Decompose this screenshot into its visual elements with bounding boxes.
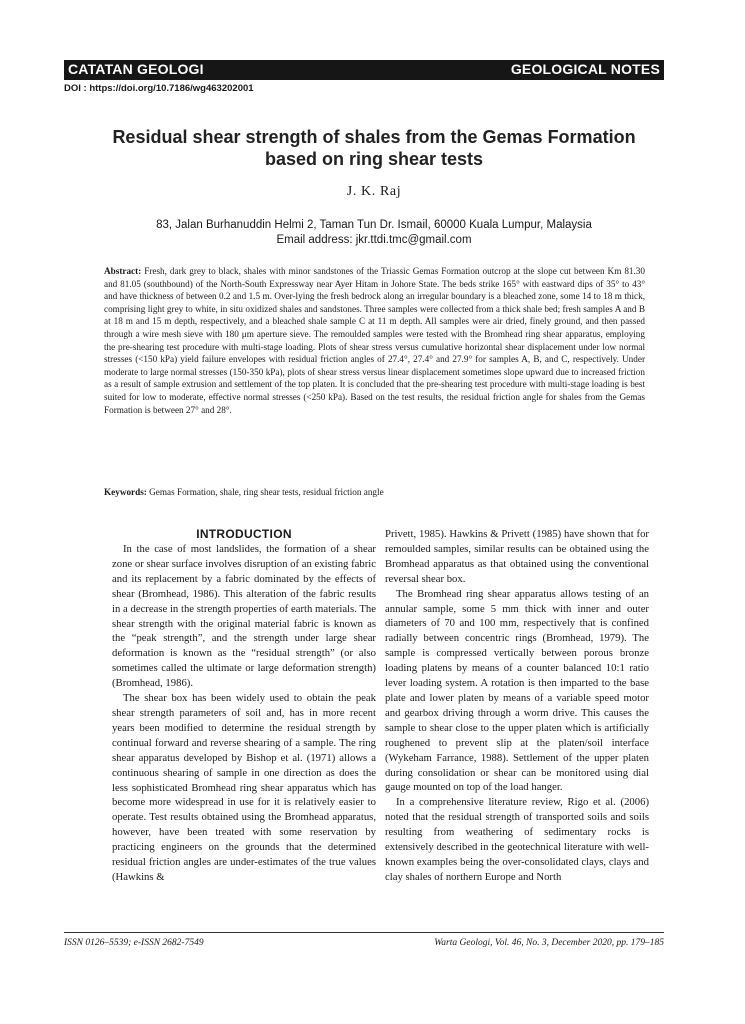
intro-paragraph-1: In the case of most landslides, the formation of a shear zone or shear surface involves disruption of an existing fabric and its replacement by a fabric dominated by the effects of shear (Bromhead, 1986). This alteration of the fabric results in a decrease in the strength properties of earth materials. The shear strength with the original material fabric is known as the “peak strength”, and the strength under large shear deformation is known as the “residual strength” (or also sometimes called the ultimate or large deformation strength) (Bromhead, 1986). (112, 543, 376, 690)
left-column (112, 527, 376, 885)
keywords (104, 486, 645, 499)
keywords-text: Gemas Formation, shale, ring shear tests, residual friction angle (149, 487, 384, 497)
affiliation-address: 83, Jalan Burhanuddin Helmi 2, Taman Tun Dr. Ismail, 60000 Kuala Lumpur, Malaysia (156, 219, 592, 231)
intro-paragraph-3: Privett, 1985). Hawkins & Privett (1985) have shown that for remoulded samples, similar results can be obtained using the Bromhead apparatus as that obtained using the conventional reversal shear box. (385, 528, 649, 585)
footer-citation: Warta Geologi, Vol. 46, No. 3, December 2020, pp. 179–185 (434, 938, 664, 948)
keywords-label: Keywords: (104, 487, 147, 497)
journal-header-bar (64, 60, 664, 80)
doi-link[interactable]: DOI : https://doi.org/10.7186/wg463202001 (64, 83, 254, 94)
title-line-1: Residual shear strength of shales from the Gemas Formation (112, 127, 636, 147)
paper-title (64, 126, 684, 170)
intro-paragraph-2: The shear box has been widely used to obtain the peak shear strength parameters of soil and, has in more recent years been modified to determine the residual strength by continual forward and reverse shearing of a sample. The ring shear apparatus developed by Bishop et al. (1971) allows a continuous shearing of sample in one direction as does the less sophisticated Bromhead ring shear apparatus which has become more widespread in use for it is relatively easier to operate. Test results obtained using the Bromhead apparatus, however, have been treated with some reservation by practicing engineers on the grounds that the determined residual friction angles are under-estimates of the true values (Hawkins & (112, 692, 376, 883)
right-column (385, 527, 649, 885)
abstract-label: Abstract: (104, 266, 142, 276)
title-line-2: based on ring shear tests (264, 149, 484, 169)
affiliation-email[interactable]: Email address: jkr.ttdi.tmc@gmail.com (276, 234, 472, 246)
author-name: J. K. Raj (346, 184, 402, 199)
footer-issn: ISSN 0126–5539; e-ISSN 2682-7549 (64, 938, 204, 948)
abstract (104, 265, 645, 416)
header-right-label: GEOLOGICAL NOTES (510, 61, 660, 77)
footer-divider (64, 932, 664, 933)
abstract-text: Fresh, dark grey to black, shales with minor sandstones of the Triassic Gemas Formation outcrop at the slope cut between Km 81.30 and 81.05 (southbound) of the North-South Expressway near Ayer Hitam in Johore State. The beds strike 165° with eastward dips of 35° to 43° and have thickness of between 0.2 and 1.5 m. Over-lying the fresh bedrock along an irregular boundary is a bleached zone, some 14 to 18 m thick, comprising light grey to white, in situ oxidized shales and sandstones. Three samples were collected from a thick shale bed; fresh samples A and B at 18 m and 15 m depth, respectively, and a bleached shale sample C at 11 m depth. All samples were air dried, finely ground, and then passed through a wire mesh sieve with 180 μm aperture sieve. The remoulded samples were tested with the Bromhead ring shear apparatus, employing the pre-shearing test procedure with multi-stage loading. Plots of shear stress versus cumulative horizontal shear displacement under low normal stresses (<150 kPa) yield failure envelopes with residual friction angles of 27.4°, 27.4° and 27.9° for samples A, B, and C, respectively. Under moderate to large normal stresses (150-350 kPa), plots of shear stress versus linear displacement sometimes slope upward due to increased friction as a result of sample extrusion and settlement of the top platen. It is concluded that the pre-shearing test procedure with multi-stage loading is best suited for low to moderate, effective normal stresses (<250 kPa). Based on the test results, the residual friction angle for shales from the Gemas Formation is between 27° and 28°. (104, 266, 645, 415)
intro-paragraph-4: The Bromhead ring shear apparatus allows testing of an annular sample, some 5 mm thick with inner and outer diameters of 70 and 100 mm, respectively that is confined radially between concentric rings (Bromhead, 1979). The sample is compressed vertically between porous bronze loading platens by means of a counter balanced 10:1 ratio lever loading system. A rotation is then imparted to the base plate and lower platen by means of a variable speed motor and gearbox driving through a worm drive. This causes the sample to shear close to the upper platen which is artificially roughened to prevent slip at the platen/soil interface (Wykeham Farrance, 1988). Settlement of the upper platen during consolidation or shear can be monitored using dial gauge mounted on top of the load hanger. (385, 587, 649, 794)
section-heading-introduction: INTRODUCTION (196, 527, 292, 541)
header-left-label: CATATAN GEOLOGI (68, 61, 204, 77)
intro-paragraph-5: In a comprehensive literature review, Rigo et al. (2006) noted that the residual strength of transported soils and soils resulting from weathering of sedimentary rocks is extensively described in the geotechnical literature with well-known examples being the over-consolidated clays, clays and clay shales of northern Europe and North (385, 796, 649, 883)
affiliation (64, 218, 684, 248)
